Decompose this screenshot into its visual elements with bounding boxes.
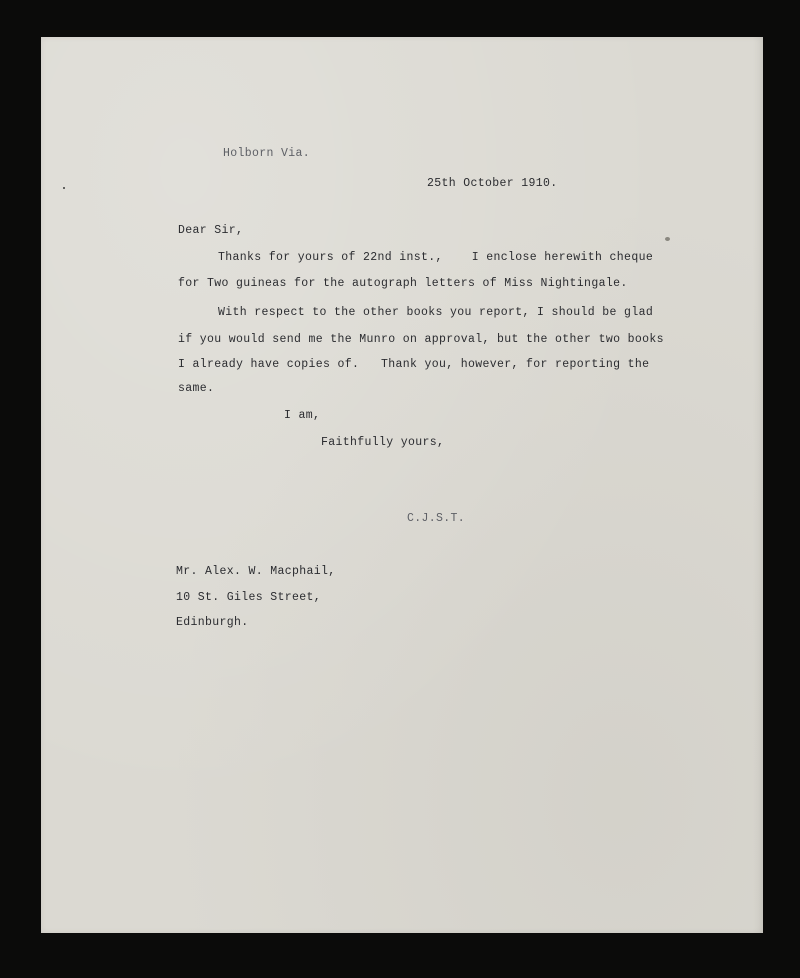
sender-initials: C.J.S.T. [407,512,466,525]
salutation: Dear Sir, [178,224,244,237]
sender-address: Holborn Via. [223,147,311,160]
closing-line-1: I am, [284,409,321,422]
paper-speck [63,187,65,189]
recipient-name: Mr. Alex. W. Macphail, [176,565,336,578]
body-line-1: Thanks for yours of 22nd inst., I enclose herewith cheque [218,251,654,264]
paper-speck [665,237,670,241]
letter-paper [41,37,763,933]
recipient-street: 10 St. Giles Street, [176,591,322,604]
paper-edge-shadow [753,37,763,933]
body-line-5: I already have copies of. Thank you, however, for reporting the [178,358,650,371]
body-line-4: if you would send me the Munro on approval, but the other two books [178,333,664,346]
recipient-city: Edinburgh. [176,616,249,629]
body-line-6: same. [178,382,215,395]
body-line-2: for Two guineas for the autograph letters of Miss Nightingale. [178,277,628,290]
letter-date: 25th October 1910. [427,177,558,190]
body-line-3: With respect to the other books you report, I should be glad [218,306,654,319]
closing-line-2: Faithfully yours, [321,436,445,449]
